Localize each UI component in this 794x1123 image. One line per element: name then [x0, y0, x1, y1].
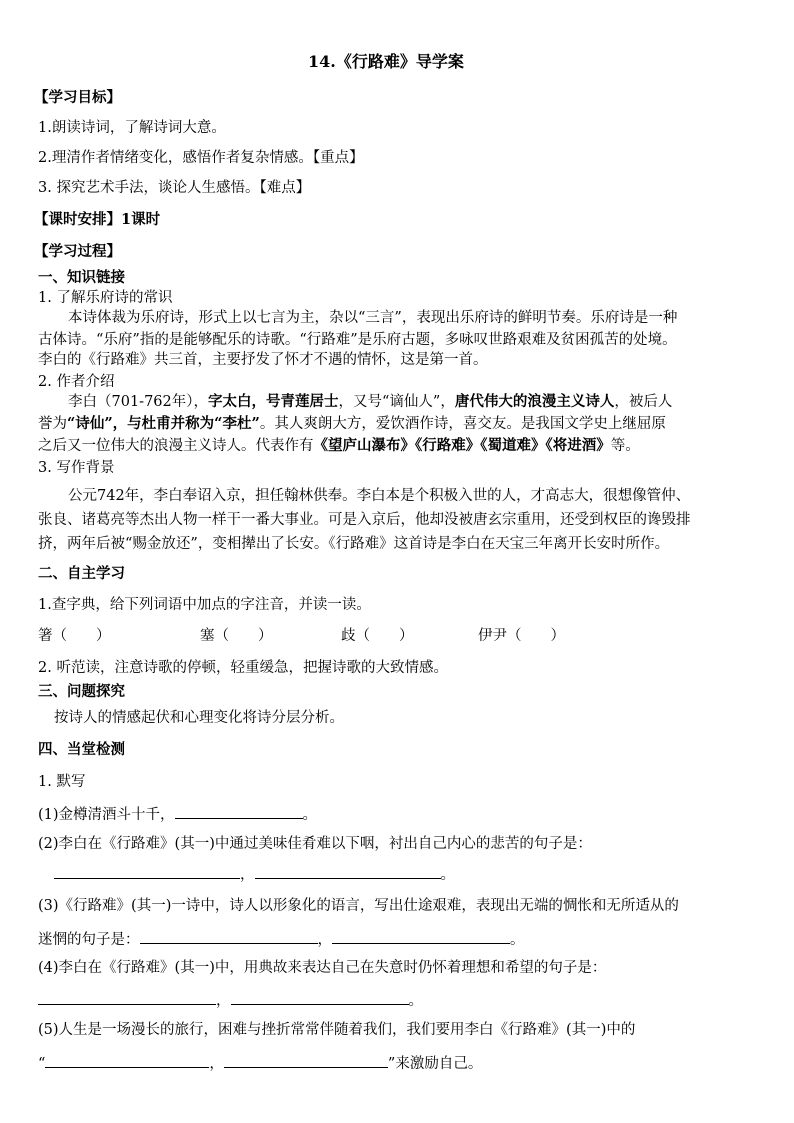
- sub3-line-1: 公元742年，李白奉诏入京，担任翰林供奉。李白本是个积极入世的人，才高志大，很想像管仲、: [68, 488, 691, 504]
- sub2-title: 2. 作者介绍: [38, 374, 115, 390]
- section2-q1: 1.查字典，给下列词语中加点的字注音，并读一读。: [38, 597, 371, 613]
- answer-blank[interactable]: [140, 928, 318, 944]
- sub2-line-3: [38, 436, 640, 456]
- section4-question: 1. 默写: [38, 774, 86, 790]
- section3-title: 三、问题探究: [38, 683, 125, 700]
- schedule-line: [34, 210, 160, 230]
- sub2-line-2: [38, 414, 666, 434]
- page-title: 14.《行路难》导学案: [308, 52, 464, 71]
- punctuation: 。: [408, 993, 423, 1009]
- section2-q2: 2. 听范读，注意诗歌的停顿，轻重缓急，把握诗歌的大致情感。: [38, 660, 448, 676]
- item-text: 迷惘的句子是：: [38, 932, 140, 948]
- objective-1: 1.朗读诗词，了解诗词大意。: [38, 120, 226, 136]
- dictation-item-5-blanks: [38, 1052, 482, 1074]
- objective-2: 2.理清作者情绪变化，感悟作者复杂情感。【重点】: [38, 150, 364, 166]
- word-3: 歧（ ）: [341, 628, 414, 644]
- sub2-line-1: [68, 392, 672, 412]
- dictation-item-2: (2)李白在《行路难》(其一)中通过美味佳肴难以下咽，衬出自己内心的悲苦的句子是：: [38, 836, 592, 852]
- section3-text: 按诗人的情感起伏和心理变化将诗分层分析。: [54, 710, 344, 726]
- author-text: ，被后人: [614, 394, 673, 410]
- objective-3: 3. 探究艺术手法，谈论人生感悟。【难点】: [38, 180, 311, 196]
- author-text: 等。: [610, 438, 640, 454]
- author-text: 。其人爽朗大方，爱饮酒作诗，喜交友。是我国文学史上继屈原: [259, 416, 666, 432]
- sub1-title: 1. 了解乐府诗的常识: [38, 290, 173, 306]
- punctuation: ，: [216, 993, 231, 1009]
- punctuation: ，: [317, 932, 332, 948]
- works-emphasis: 《望庐山瀑布》《行路难》《蜀道难》《将进酒》: [313, 437, 611, 454]
- answer-blank[interactable]: [54, 863, 240, 879]
- author-nickname-emphasis: “诗仙”，与杜甫并称为“李杜”: [67, 415, 260, 432]
- author-title-emphasis: 唐代伟大的浪漫主义诗人: [454, 393, 615, 410]
- author-name-emphasis: 字太白，号青莲居士: [208, 393, 339, 410]
- dictation-item-3-cont: [38, 928, 525, 950]
- dictation-item-1: [38, 803, 317, 825]
- author-text: 誉为: [38, 416, 67, 432]
- sub1-line-1: 本诗体裁为乐府诗，形式上以七言为主，杂以“三言”，表现出乐府诗的鲜明节奏。乐府诗是一种: [68, 310, 678, 326]
- sub3-title: 3. 写作背景: [38, 460, 115, 476]
- word-4: 伊尹（ ）: [478, 628, 565, 644]
- sub3-line-3: 挤，两年后被“赐金放还”，变相撵出了长安。《行路难》这首诗是李白在天宝三年离开长安时所作。: [38, 536, 670, 552]
- schedule-header: 【课时安排】: [34, 211, 121, 228]
- process-header: 【学习过程】: [34, 243, 121, 260]
- punctuation: 。: [302, 807, 318, 823]
- sub1-line-3: 李白的《行路难》共三首，主要抒发了怀才不遇的情怀，这是第一首。: [38, 352, 488, 368]
- answer-blank[interactable]: [332, 928, 510, 944]
- item-text: ”来激励自己。: [387, 1056, 483, 1072]
- punctuation: “: [38, 1056, 46, 1072]
- section4-title: 四、当堂检测: [38, 741, 125, 758]
- section1-title: 一、知识链接: [38, 269, 125, 286]
- word-1: 箸（ ）: [38, 628, 111, 644]
- punctuation: ，: [209, 1056, 224, 1072]
- dictation-item-4-blanks: [38, 989, 423, 1011]
- dictation-item-3: (3)《行路难》(其一)一诗中，诗人以形象化的语言，写出仕途艰难，表现出无端的惆怅和无所适从的: [38, 898, 679, 914]
- punctuation: 。: [440, 867, 455, 883]
- answer-blank[interactable]: [231, 989, 409, 1005]
- item-text: (1)金樽清酒斗十千，: [38, 807, 175, 823]
- answer-blank[interactable]: [45, 1052, 209, 1068]
- answer-blank[interactable]: [175, 803, 303, 819]
- author-dates: 李白（701-762年），: [68, 394, 209, 410]
- punctuation: ，: [240, 867, 255, 883]
- dictation-item-2-blanks: [54, 863, 455, 885]
- schedule-value: 1课时: [121, 211, 161, 228]
- answer-blank[interactable]: [224, 1052, 388, 1068]
- sub3-line-2: 张良、诸葛亮等杰出人物一样干一番大事业。可是入京后，他却没被唐玄宗重用，还受到权臣的谗毁排: [38, 512, 691, 528]
- objectives-header: 【学习目标】: [34, 89, 121, 106]
- answer-blank[interactable]: [255, 863, 441, 879]
- sub1-line-2: 古体诗。“乐府”指的是能够配乐的诗歌。“行路难”是乐府古题，多咏叹世路艰难及贫困孤苦的处境。: [38, 332, 677, 348]
- punctuation: 。: [510, 932, 525, 948]
- dictation-item-4: (4)李白在《行路难》(其一)中，用典故来表达自己在失意时仍怀着理想和希望的句子是：: [38, 960, 607, 976]
- author-text: 之后又一位伟大的浪漫主义诗人。代表作有: [38, 438, 314, 454]
- answer-blank[interactable]: [38, 989, 216, 1005]
- word-2: 塞（ ）: [200, 628, 273, 644]
- author-alias: ，又号“谪仙人”，: [338, 394, 455, 410]
- dictation-item-5: (5)人生是一场漫长的旅行，困难与挫折常常伴随着我们，我们要用李白《行路难》(其一)中的: [38, 1022, 636, 1038]
- section2-title: 二、自主学习: [38, 565, 125, 582]
